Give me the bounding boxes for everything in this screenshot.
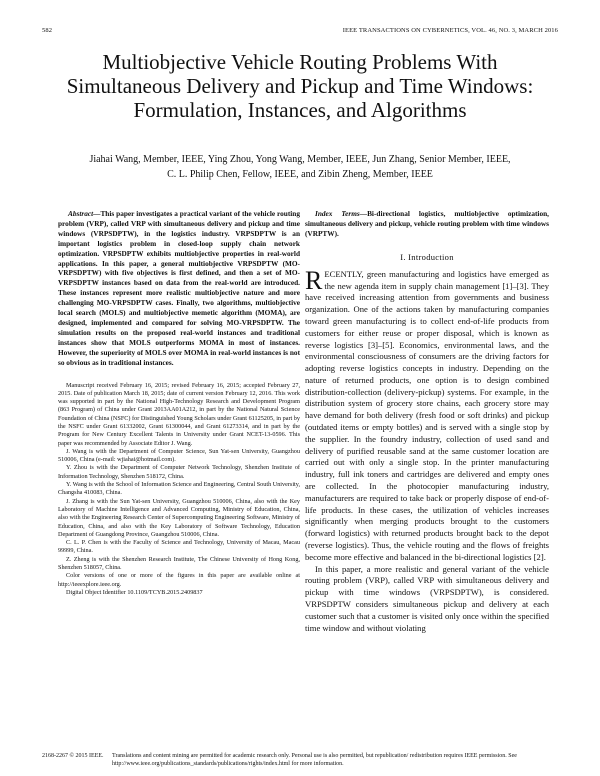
footer-permissions: Translations and content mining are permitted for academic research only. Personal use is also permitted, but republication/ redistribution requires IEEE permission. See http://www.ieee.org/publications_standards/publications/rights/index.html for more information.: [112, 753, 517, 767]
footnote-affiliation: Y. Zhou is with the Department of Computer Network Technology, Shenzhen Institute of Information Technology, Shenzhen 518172, China.: [58, 464, 300, 480]
right-column: [305, 209, 549, 634]
footnotes: [58, 382, 300, 598]
paper-title: Multiobjective Vehicle Routing Problems With Simultaneous Delivery and Pickup and Time Windows: Formulation, Instances, and Algorithms: [66, 50, 534, 122]
abstract-label: Abstract: [68, 209, 94, 218]
footnote-doi: Digital Object Identifier 10.1109/TCYB.2015.2409837: [66, 588, 203, 596]
footnote-affiliation: J. Zhang is with the Sun Yat-sen University, Guangzhou 510006, China, also with the Key Laboratory of Machine Intelligence and Advanced Computing, Ministry of Education, China, also with the Engineering Research Center of Supercomputing Engineering Software, Ministry of Education, China, and also with the Key Laboratory of Software Technology, Education Department of Guangdong Province, Guangzhou 510006, China.: [58, 497, 300, 538]
footnote-affiliation: Y. Wang is with the School of Information Science and Engineering, Central South University, Changsha 410083, China.: [58, 481, 300, 497]
footnote-received: Manuscript received February 16, 2015; revised February 16, 2015; accepted February 27, 2015. Date of publication March 18, 2015; date of current version February 12, 2016. This work was supported in part by the National High-Technology Research and Development Program (863 Program) of China under Grant 2013AA01A212, in part by the National Natural Science Foundation of China (NSFC) for Distinguished Young Scholars under Grant 61125205, in part by the NSFC under Grant 61332002, Grant 61300044, and Grant 61273314, and in part by the Program for New Century Excellent Talents in University under Grant NCET-13-0596. This paper was recommended by Associate Editor J. Wang.: [58, 381, 300, 447]
page-number: 582: [42, 27, 53, 34]
index-terms: [305, 209, 549, 239]
journal-name: IEEE TRANSACTIONS ON CYBERNETICS, VOL. 46, NO. 3, MARCH 2016: [342, 27, 558, 34]
left-column: [58, 209, 300, 597]
footnote-affiliation: J. Wang is with the Department of Computer Science, Sun Yat-sen University, Guangzhou 510006, China (e-mail: wjiahai@hotmail.com).: [58, 447, 300, 464]
intro-paragraph-1-text: ECENTLY, green manufacturing and logistics have emerged as the new agenda item in supply chain management [1]–[3]. They have received increasing attention from governments and business organization. One of the actions taken by manufacturing companies toward green manufacturing is to collect end-of-life products from customers for either reuse or proper disposal, which is known as reverse logistics [3]–[5]. Economics, environmental laws, and the environmental consciousness of consumers are the driving factors for adopting reverse logistics concepts in industry. Depending on the nature of returned products, one option is to design combined distribution-collection (delivery-pickup) systems. For example, in the distribution system of grocery store chains, each grocery store may have demand for both delivery (fresh food or soft drinks) and pickup (outdated items or empty bottles) and is served with a single stop by the supplier. In the foundry industry, collection of used sand and delivery of purified reusable sand at the same customer location are carried out with only a single stop. In the printer manufacturing industry, full ink toners and cartridges are delivered and empty ones are collected. In the photocopier manufacturing industry, manufacturers are required to take back or properly dispose of end-of-life products. In these cases, the utilization of vehicles increases significantly when merging products brought to the customers (forward logistics) with returned products brought back to the depot (reverse logistics). Thus, the vehicle routing and the flows of freights become more effective and balanced in the bi-directional logistics [2].: [305, 268, 549, 562]
index-terms-label: Index Terms: [315, 209, 360, 218]
footnote-color-versions: Color versions of one or more of the figures in this paper are available online at http://ieeexplore.ieee.org.: [58, 572, 300, 588]
intro-paragraph-1: [305, 265, 549, 564]
footnote-affiliation: C. L. P. Chen is with the Faculty of Science and Technology, University of Macau, Macau 99999, China.: [58, 539, 300, 555]
authors-line-1: Jiahai Wang, Member, IEEE, Ying Zhou, Yong Wang, Member, IEEE, Jun Zhang, Senior Member, IEEE,: [89, 154, 511, 165]
author-list: [70, 152, 530, 182]
intro-paragraph-2: In this paper, a more realistic and general variant of the vehicle routing problem (VRP), called VRP with simultaneous delivery and pickup with time windows (VRPSDPTW), is considered. VRPSDPTW considers simultaneous pickup and delivery at each customer such that a customer is visited only once within the specified time window and without violating: [305, 563, 549, 633]
drop-cap: R: [305, 265, 323, 295]
index-terms-text: —Bi-directional logistics, multiobjective optimization, simultaneous delivery and pickup, vehicle routing problem with time windows (VRPTW).: [305, 209, 549, 238]
running-header: [42, 27, 558, 39]
abstract: [58, 209, 300, 368]
abstract-text: —This paper investigates a practical variant of the vehicle routing problem (VRP), called VRP with simultaneous delivery and pickup and time windows (VRPSDPTW), in the logistics industry. VRPSDPTW is an important logistics problem in closed-loop supply chain network optimization. VRPSDPTW exhibits multiobjective properties in real-world applications. In this paper, a general multiobjective VRPSDPTW (MO-VRPSDPTW) with five objectives is first defined, and then a set of MO-VRPSDPTW instances based on data from the real-world are introduced. These instances represent more realistic multiobjective nature and more challenging MO-VRPSDPTW cases. Finally, two algorithms, multiobjective local search (MOLS) and multiobjective memetic algorithm (MOMA), are designed, implemented and compared for solving MO-VRPSDPTW. The simulation results on the proposed real-world instances and traditional instances show that MOLS outperforms MOMA in most of instances. However, the superiority of MOLS over MOMA in real-world instances is not so obvious as in traditional instances.: [58, 209, 300, 367]
footnote-affiliation: Z. Zheng is with the Shenzhen Research Institute, The Chinese University of Hong Kong, Shenzhen 518057, China.: [58, 555, 300, 572]
authors-line-2: C. L. Philip Chen, Fellow, IEEE, and Zibin Zheng, Member, IEEE: [167, 169, 433, 180]
footer-issn: 2168-2267 © 2015 IEEE.: [42, 753, 104, 759]
section-heading: I. Introduction: [400, 251, 454, 262]
